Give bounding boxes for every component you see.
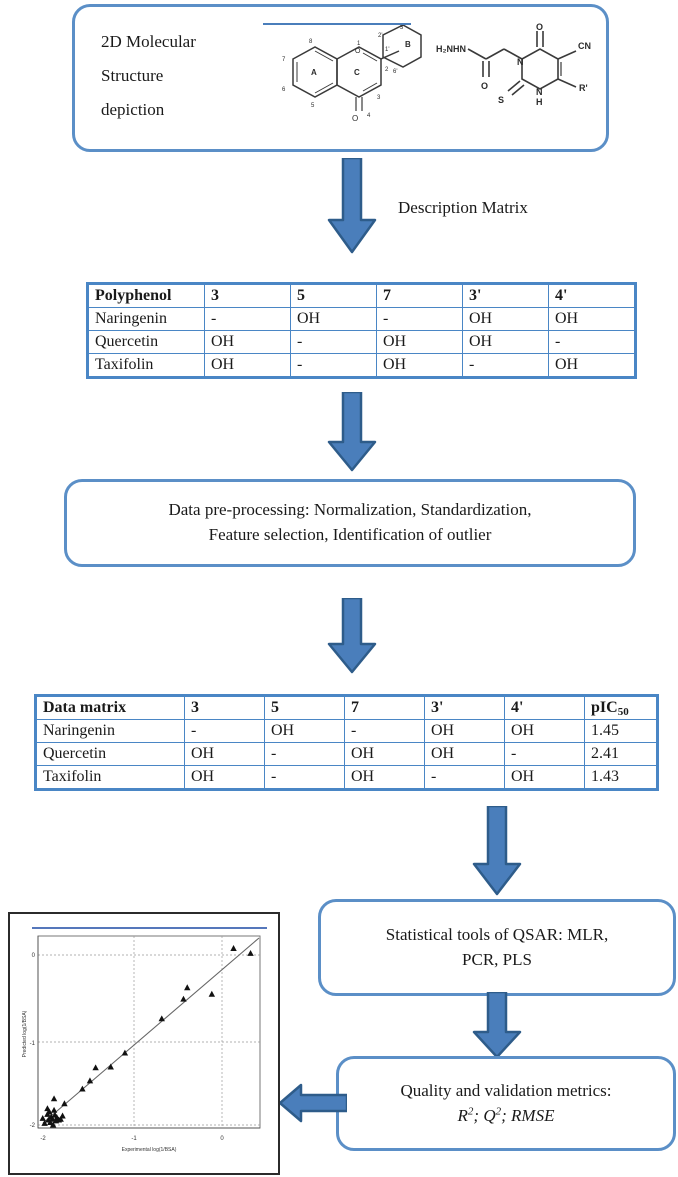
flavone-ring-oxygen: O <box>355 48 361 55</box>
table-header-row <box>37 697 657 720</box>
descriptor-header-3: 7 <box>377 285 463 308</box>
svg-text:-2: -2 <box>29 1123 35 1129</box>
arrow-preprocessing-to-datamatrix <box>323 598 381 676</box>
datamatrix-header-4: 3' <box>425 697 505 720</box>
datamatrix-r0c0: Naringenin <box>37 720 185 743</box>
structure-label-line-1: 2D Molecular <box>101 32 196 51</box>
structure-label-line-3: depiction <box>101 100 165 119</box>
thiouracil-nitrogen-1: N <box>517 57 524 67</box>
box-2d-structure-depiction <box>72 4 609 152</box>
quality-line-1: Quality and validation metrics: <box>400 1080 612 1100</box>
metric-rmse: RMSE <box>511 1105 555 1125</box>
preprocessing-line-2: Feature selection, Identification of outlier <box>208 525 492 544</box>
flavone-carbonyl-oxygen: O <box>352 114 359 123</box>
descriptor-r2c4: - <box>463 354 549 377</box>
metric-q-squared: Q <box>483 1105 496 1125</box>
datamatrix-r1c5: - <box>505 743 585 766</box>
datamatrix-r1c4: OH <box>425 743 505 766</box>
descriptor-header-5: 4' <box>549 285 635 308</box>
flavone-pos-7: 7 <box>282 57 286 63</box>
scatter-plot-svg <box>10 914 278 1173</box>
datamatrix-r2c1: OH <box>185 766 265 789</box>
datamatrix-r2c2: - <box>265 766 345 789</box>
flavone-pos-8: 8 <box>309 39 313 45</box>
flavone-ring-c-label: C <box>354 68 360 77</box>
datamatrix-r2c3: OH <box>345 766 425 789</box>
descriptor-header-2: 5 <box>291 285 377 308</box>
arrow-statistics-to-quality <box>468 992 526 1060</box>
table-row <box>89 354 635 377</box>
descriptor-r1c4: OH <box>463 331 549 354</box>
flavone-pos-1p: 1' <box>385 47 390 53</box>
descriptor-r0c4: OH <box>463 308 549 331</box>
thiouracil-nitrile: CN <box>578 41 591 51</box>
datamatrix-header-3: 7 <box>345 697 425 720</box>
flavone-pos-2: 2 <box>385 67 389 73</box>
plot-x-tick-labels <box>40 1136 224 1142</box>
datamatrix-r2c0: Taxifolin <box>37 766 185 789</box>
flavone-pos-1: 1 <box>357 41 361 47</box>
datamatrix-r0c3: - <box>345 720 425 743</box>
box-data-preprocessing <box>64 479 636 567</box>
quality-metrics-line: $R^2$; $Q^2$; RMSE <box>457 1104 555 1125</box>
arrow-datamatrix-to-statistics <box>468 806 526 898</box>
svg-text:-1: -1 <box>29 1041 35 1047</box>
arrow-descriptor-to-preprocessing <box>323 392 381 474</box>
descriptor-r0c3: - <box>377 308 463 331</box>
preprocessing-line-1: Data pre-processing: Normalization, Standardization, <box>168 500 532 520</box>
svg-text:0: 0 <box>31 953 35 959</box>
table-row <box>89 331 635 354</box>
table-row <box>37 766 657 789</box>
datamatrix-r0c4: OH <box>425 720 505 743</box>
flavone-pos-6p: 6' <box>393 69 398 75</box>
thiouracil-amide-oxygen: O <box>481 81 489 91</box>
flavone-pos-2p: 2' <box>378 33 383 39</box>
table-row <box>89 308 635 331</box>
statistics-line-1: Statistical tools of QSAR: MLR, <box>385 924 609 944</box>
descriptor-header-0: Polyphenol <box>89 285 205 308</box>
svg-text:-1: -1 <box>131 1136 137 1142</box>
descriptor-r2c5: OH <box>549 354 635 377</box>
table-row <box>37 720 657 743</box>
datamatrix-header-0: Data matrix <box>37 697 185 720</box>
box-quality-validation-metrics <box>336 1056 676 1151</box>
descriptor-header-1: 3 <box>205 285 291 308</box>
thiouracil-sulfur: S <box>498 95 505 105</box>
descriptor-header-4: 3' <box>463 285 549 308</box>
datamatrix-r2c4: - <box>425 766 505 789</box>
descriptor-r1c3: OH <box>377 331 463 354</box>
datamatrix-r1c3: OH <box>345 743 425 766</box>
flavone-pos-5: 5 <box>311 103 315 109</box>
datamatrix-r0c2: OH <box>265 720 345 743</box>
table-data-matrix <box>36 696 657 789</box>
table-row <box>37 743 657 766</box>
plot-y-axis-title: Predicted log(1/BSA) <box>22 1010 28 1058</box>
svg-text:-2: -2 <box>40 1136 46 1142</box>
descriptor-r2c2: - <box>291 354 377 377</box>
flavone-pos-3: 3 <box>377 95 381 101</box>
descriptor-r0c0: Naringenin <box>89 308 205 331</box>
datamatrix-r1c1: OH <box>185 743 265 766</box>
table-descriptor-matrix <box>88 284 635 377</box>
structure-label-line-2: Structure <box>101 66 164 85</box>
datamatrix-header-1: 3 <box>185 697 265 720</box>
plot-y-tick-labels <box>30 953 36 1129</box>
thiouracil-nitrogen-2: N <box>536 87 543 97</box>
descriptor-r0c2: OH <box>291 308 377 331</box>
metric-q-squared-exponent: 2 <box>495 1104 502 1117</box>
metric-r-squared-exponent: 2 <box>467 1104 474 1117</box>
metric-r-squared: R <box>457 1105 468 1125</box>
pic50-text: pIC <box>591 699 618 716</box>
datamatrix-r0c1: - <box>185 720 265 743</box>
descriptor-r1c0: Quercetin <box>89 331 205 354</box>
descriptor-r1c2: - <box>291 331 377 354</box>
datamatrix-r2c5: OH <box>505 766 585 789</box>
pic50-subscript: 50 <box>617 706 629 718</box>
descriptor-r2c3: OH <box>377 354 463 377</box>
datamatrix-header-2: 5 <box>265 697 345 720</box>
datamatrix-header-pic50 <box>585 697 657 720</box>
thiouracil-nh-hydrogen: H <box>536 97 543 107</box>
datamatrix-r1c6: 2.41 <box>585 743 657 766</box>
scatter-plot-panel <box>8 912 280 1175</box>
descriptor-r2c1: OH <box>205 354 291 377</box>
molecule-thiouracil-hydrazide <box>432 21 608 131</box>
flavone-ring-b-label: B <box>405 40 411 49</box>
svg-text:0: 0 <box>220 1136 224 1142</box>
box-2d-structure-label <box>101 25 251 127</box>
box-statistical-tools <box>318 899 676 996</box>
datamatrix-r1c2: - <box>265 743 345 766</box>
flavone-pos-4: 4 <box>367 113 371 119</box>
plot-x-axis-title: Experimental log(1/BSA) <box>121 1147 177 1153</box>
arrow-structure-to-descriptor <box>323 158 381 256</box>
datamatrix-r0c5: OH <box>505 720 585 743</box>
descriptor-r2c0: Taxifolin <box>89 354 205 377</box>
table-header-row <box>89 285 635 308</box>
thiouracil-hydrazine-group: H₂NHN <box>436 44 466 54</box>
statistics-line-2: PCR, PLS <box>462 949 532 969</box>
datamatrix-r2c6: 1.43 <box>585 766 657 789</box>
arrow-quality-to-plot <box>277 1083 347 1123</box>
datamatrix-r0c6: 1.45 <box>585 720 657 743</box>
flavone-ring-a-label: A <box>311 68 317 77</box>
datamatrix-r1c0: Quercetin <box>37 743 185 766</box>
label-description-matrix: Description Matrix <box>398 198 528 217</box>
descriptor-r1c1: OH <box>205 331 291 354</box>
flavone-pos-3p: 3' <box>400 25 405 31</box>
molecule-flavone-skeleton <box>253 25 423 135</box>
datamatrix-header-5: 4' <box>505 697 585 720</box>
flavone-pos-6: 6 <box>282 87 286 93</box>
thiouracil-substituent: R' <box>579 83 588 93</box>
descriptor-r0c5: OH <box>549 308 635 331</box>
descriptor-r0c1: - <box>205 308 291 331</box>
descriptor-r1c5: - <box>549 331 635 354</box>
thiouracil-ring-oxygen: O <box>536 22 544 32</box>
